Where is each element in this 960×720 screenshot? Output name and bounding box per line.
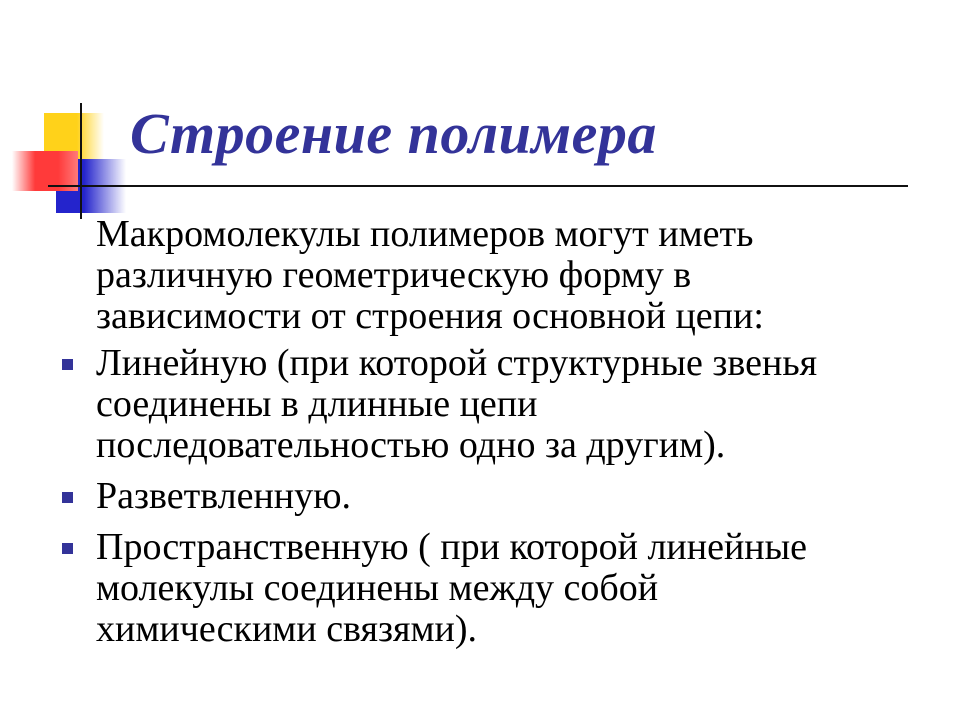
bullet-item-branched xyxy=(56,476,936,517)
title-underline-rule xyxy=(48,185,908,187)
vertical-rule xyxy=(80,103,82,219)
bullet-line: молекулы соединены между собой xyxy=(96,567,659,609)
intro-line: зависимости от строения основной цепи: xyxy=(96,295,764,337)
bullet-line: Линейную (при которой структурные звенья xyxy=(96,342,818,384)
bullet-line: последовательностью одно за другим). xyxy=(96,424,726,466)
square-bullet-icon xyxy=(62,359,73,370)
square-bullet-icon xyxy=(62,543,73,554)
bullet-line: соединены в длинные цепи xyxy=(96,383,538,425)
slide-body xyxy=(56,214,936,660)
intro-paragraph xyxy=(56,214,936,337)
bullet-item-spatial xyxy=(56,527,936,650)
slide-title: Строение полимера xyxy=(130,101,657,166)
square-bullet-icon xyxy=(62,492,73,503)
bullet-item-linear xyxy=(56,343,936,466)
intro-line: Макромолекулы полимеров могут иметь xyxy=(96,213,754,255)
intro-line: различную геометрическую форму в xyxy=(96,254,692,296)
bullet-list xyxy=(56,343,936,650)
bullet-line: химическими связями). xyxy=(96,608,478,650)
decorative-squares-logo xyxy=(0,95,140,220)
bullet-line: Разветвленную. xyxy=(96,475,352,517)
bullet-line: Пространственную ( при которой линейные xyxy=(96,526,808,568)
